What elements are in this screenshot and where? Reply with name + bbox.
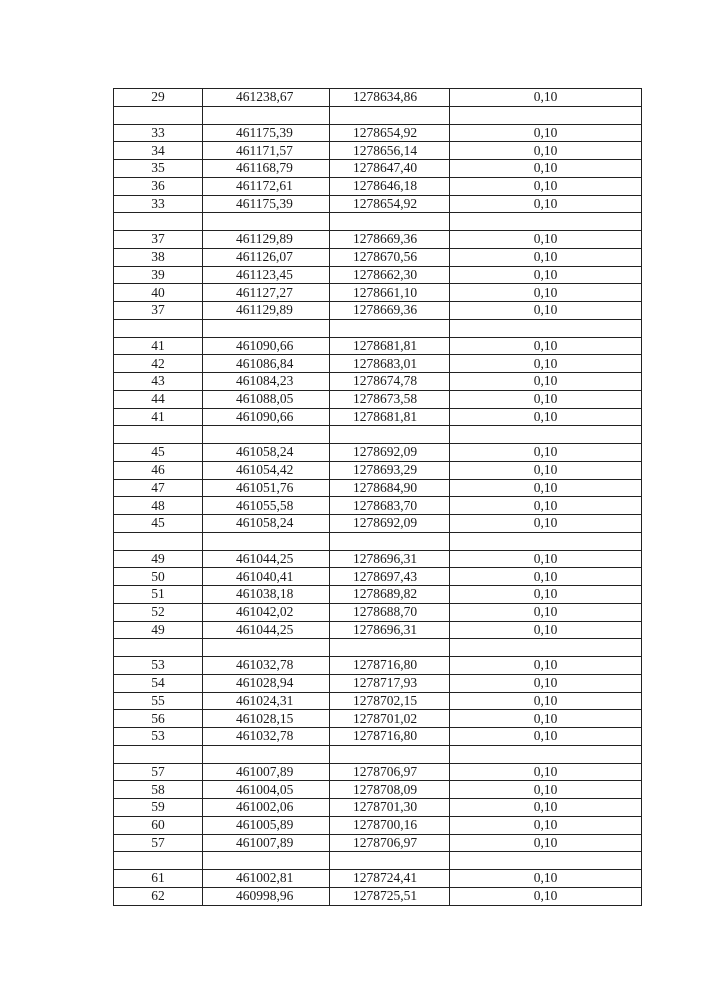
x-coordinate-cell: 461090,66 — [203, 408, 330, 426]
y-coordinate-cell: 1278670,56 — [330, 248, 450, 266]
x-coordinate-cell: 461172,61 — [203, 177, 330, 195]
y-coordinate-cell: 1278646,18 — [330, 177, 450, 195]
y-coordinate-cell: 1278700,16 — [330, 816, 450, 834]
table-row — [114, 160, 642, 178]
value-cell: 0,10 — [450, 142, 642, 160]
value-cell: 0,10 — [450, 177, 642, 195]
point-number-cell: 59 — [114, 799, 203, 817]
x-coordinate-cell: 461090,66 — [203, 337, 330, 355]
value-cell: 0,10 — [450, 621, 642, 639]
table-row — [114, 337, 642, 355]
table-row — [114, 319, 642, 337]
value-cell: 0,10 — [450, 550, 642, 568]
y-coordinate-cell: 1278701,30 — [330, 799, 450, 817]
point-number-cell: 42 — [114, 355, 203, 373]
value-cell: 0,10 — [450, 568, 642, 586]
point-number-cell: 37 — [114, 302, 203, 320]
x-coordinate-cell — [203, 852, 330, 870]
value-cell: 0,10 — [450, 89, 642, 107]
point-number-cell: 48 — [114, 497, 203, 515]
point-number-cell: 53 — [114, 728, 203, 746]
point-number-cell: 33 — [114, 124, 203, 142]
point-number-cell: 45 — [114, 444, 203, 462]
y-coordinate-cell: 1278683,01 — [330, 355, 450, 373]
table-row — [114, 532, 642, 550]
x-coordinate-cell: 461028,15 — [203, 710, 330, 728]
value-cell — [450, 745, 642, 763]
y-coordinate-cell: 1278716,80 — [330, 657, 450, 675]
table-row — [114, 124, 642, 142]
y-coordinate-cell: 1278688,70 — [330, 603, 450, 621]
x-coordinate-cell: 461002,81 — [203, 870, 330, 888]
table-row — [114, 231, 642, 249]
point-number-cell — [114, 745, 203, 763]
table-row — [114, 390, 642, 408]
point-number-cell — [114, 426, 203, 444]
y-coordinate-cell: 1278662,30 — [330, 266, 450, 284]
value-cell — [450, 426, 642, 444]
point-number-cell — [114, 106, 203, 124]
table-row — [114, 461, 642, 479]
point-number-cell: 43 — [114, 373, 203, 391]
y-coordinate-cell: 1278701,02 — [330, 710, 450, 728]
x-coordinate-cell: 461084,23 — [203, 373, 330, 391]
table-row — [114, 213, 642, 231]
value-cell: 0,10 — [450, 497, 642, 515]
value-cell: 0,10 — [450, 657, 642, 675]
x-coordinate-cell: 461129,89 — [203, 231, 330, 249]
x-coordinate-cell — [203, 213, 330, 231]
value-cell: 0,10 — [450, 444, 642, 462]
y-coordinate-cell: 1278706,97 — [330, 834, 450, 852]
table-row — [114, 834, 642, 852]
x-coordinate-cell — [203, 319, 330, 337]
table-row — [114, 355, 642, 373]
x-coordinate-cell: 461123,45 — [203, 266, 330, 284]
table-row — [114, 887, 642, 905]
point-number-cell: 52 — [114, 603, 203, 621]
y-coordinate-cell: 1278684,90 — [330, 479, 450, 497]
value-cell: 0,10 — [450, 231, 642, 249]
value-cell: 0,10 — [450, 763, 642, 781]
y-coordinate-cell: 1278647,40 — [330, 160, 450, 178]
table-row — [114, 745, 642, 763]
y-coordinate-cell: 1278693,29 — [330, 461, 450, 479]
x-coordinate-cell: 461168,79 — [203, 160, 330, 178]
table-row — [114, 248, 642, 266]
point-number-cell — [114, 639, 203, 657]
x-coordinate-cell: 461007,89 — [203, 763, 330, 781]
y-coordinate-cell: 1278716,80 — [330, 728, 450, 746]
y-coordinate-cell: 1278656,14 — [330, 142, 450, 160]
y-coordinate-cell: 1278674,78 — [330, 373, 450, 391]
value-cell: 0,10 — [450, 799, 642, 817]
x-coordinate-cell: 461002,06 — [203, 799, 330, 817]
x-coordinate-cell: 461055,58 — [203, 497, 330, 515]
point-number-cell: 49 — [114, 621, 203, 639]
y-coordinate-cell: 1278696,31 — [330, 621, 450, 639]
table-row — [114, 266, 642, 284]
y-coordinate-cell: 1278717,93 — [330, 674, 450, 692]
x-coordinate-cell: 461175,39 — [203, 124, 330, 142]
table-row — [114, 408, 642, 426]
x-coordinate-cell: 461175,39 — [203, 195, 330, 213]
value-cell — [450, 213, 642, 231]
x-coordinate-cell: 461127,27 — [203, 284, 330, 302]
x-coordinate-cell — [203, 745, 330, 763]
table-row — [114, 816, 642, 834]
value-cell: 0,10 — [450, 781, 642, 799]
table-row — [114, 870, 642, 888]
table-row — [114, 781, 642, 799]
table-row — [114, 497, 642, 515]
point-number-cell: 35 — [114, 160, 203, 178]
y-coordinate-cell — [330, 532, 450, 550]
value-cell: 0,10 — [450, 692, 642, 710]
value-cell: 0,10 — [450, 160, 642, 178]
y-coordinate-cell: 1278673,58 — [330, 390, 450, 408]
table-row — [114, 177, 642, 195]
table-row — [114, 852, 642, 870]
y-coordinate-cell: 1278725,51 — [330, 887, 450, 905]
value-cell: 0,10 — [450, 479, 642, 497]
value-cell: 0,10 — [450, 834, 642, 852]
point-number-cell: 51 — [114, 586, 203, 604]
x-coordinate-cell — [203, 106, 330, 124]
point-number-cell: 54 — [114, 674, 203, 692]
y-coordinate-cell: 1278692,09 — [330, 444, 450, 462]
table-row — [114, 195, 642, 213]
x-coordinate-cell: 461040,41 — [203, 568, 330, 586]
y-coordinate-cell: 1278661,10 — [330, 284, 450, 302]
table-row — [114, 479, 642, 497]
value-cell: 0,10 — [450, 355, 642, 373]
point-number-cell: 36 — [114, 177, 203, 195]
value-cell: 0,10 — [450, 710, 642, 728]
x-coordinate-cell: 461032,78 — [203, 657, 330, 675]
value-cell: 0,10 — [450, 124, 642, 142]
point-number-cell: 47 — [114, 479, 203, 497]
x-coordinate-cell — [203, 426, 330, 444]
point-number-cell: 57 — [114, 763, 203, 781]
coordinates-table — [113, 88, 642, 906]
y-coordinate-cell: 1278654,92 — [330, 195, 450, 213]
table-row — [114, 603, 642, 621]
table-row — [114, 568, 642, 586]
x-coordinate-cell: 461129,89 — [203, 302, 330, 320]
table-row — [114, 142, 642, 160]
point-number-cell: 58 — [114, 781, 203, 799]
y-coordinate-cell — [330, 852, 450, 870]
point-number-cell: 49 — [114, 550, 203, 568]
table-row — [114, 302, 642, 320]
x-coordinate-cell: 461126,07 — [203, 248, 330, 266]
point-number-cell: 38 — [114, 248, 203, 266]
value-cell — [450, 106, 642, 124]
table-row — [114, 763, 642, 781]
value-cell: 0,10 — [450, 603, 642, 621]
x-coordinate-cell — [203, 639, 330, 657]
table-row — [114, 710, 642, 728]
table-row — [114, 444, 642, 462]
x-coordinate-cell: 461051,76 — [203, 479, 330, 497]
x-coordinate-cell — [203, 532, 330, 550]
y-coordinate-cell: 1278634,86 — [330, 89, 450, 107]
point-number-cell: 40 — [114, 284, 203, 302]
table-row — [114, 373, 642, 391]
value-cell: 0,10 — [450, 373, 642, 391]
point-number-cell — [114, 852, 203, 870]
point-number-cell: 62 — [114, 887, 203, 905]
x-coordinate-cell: 461042,02 — [203, 603, 330, 621]
y-coordinate-cell: 1278654,92 — [330, 124, 450, 142]
point-number-cell: 39 — [114, 266, 203, 284]
point-number-cell: 29 — [114, 89, 203, 107]
y-coordinate-cell: 1278669,36 — [330, 231, 450, 249]
y-coordinate-cell: 1278683,70 — [330, 497, 450, 515]
table-row — [114, 799, 642, 817]
value-cell: 0,10 — [450, 461, 642, 479]
y-coordinate-cell — [330, 745, 450, 763]
table-row — [114, 657, 642, 675]
value-cell — [450, 852, 642, 870]
value-cell — [450, 319, 642, 337]
value-cell: 0,10 — [450, 266, 642, 284]
x-coordinate-cell: 461038,18 — [203, 586, 330, 604]
value-cell: 0,10 — [450, 728, 642, 746]
table-row — [114, 586, 642, 604]
point-number-cell: 46 — [114, 461, 203, 479]
x-coordinate-cell: 461058,24 — [203, 444, 330, 462]
y-coordinate-cell — [330, 639, 450, 657]
point-number-cell: 61 — [114, 870, 203, 888]
value-cell: 0,10 — [450, 248, 642, 266]
point-number-cell: 60 — [114, 816, 203, 834]
value-cell: 0,10 — [450, 284, 642, 302]
table-row — [114, 106, 642, 124]
y-coordinate-cell: 1278702,15 — [330, 692, 450, 710]
x-coordinate-cell: 461005,89 — [203, 816, 330, 834]
x-coordinate-cell: 461086,84 — [203, 355, 330, 373]
value-cell: 0,10 — [450, 390, 642, 408]
y-coordinate-cell: 1278706,97 — [330, 763, 450, 781]
point-number-cell: 41 — [114, 408, 203, 426]
y-coordinate-cell: 1278692,09 — [330, 515, 450, 533]
point-number-cell: 37 — [114, 231, 203, 249]
y-coordinate-cell: 1278681,81 — [330, 337, 450, 355]
point-number-cell: 34 — [114, 142, 203, 160]
point-number-cell: 33 — [114, 195, 203, 213]
x-coordinate-cell: 461028,94 — [203, 674, 330, 692]
value-cell: 0,10 — [450, 195, 642, 213]
point-number-cell: 45 — [114, 515, 203, 533]
table-row — [114, 550, 642, 568]
table-row — [114, 515, 642, 533]
table-row — [114, 692, 642, 710]
y-coordinate-cell — [330, 426, 450, 444]
value-cell: 0,10 — [450, 586, 642, 604]
table-row — [114, 639, 642, 657]
point-number-cell: 41 — [114, 337, 203, 355]
table-row — [114, 426, 642, 444]
y-coordinate-cell — [330, 319, 450, 337]
x-coordinate-cell: 461088,05 — [203, 390, 330, 408]
x-coordinate-cell: 461044,25 — [203, 621, 330, 639]
x-coordinate-cell: 461171,57 — [203, 142, 330, 160]
y-coordinate-cell: 1278696,31 — [330, 550, 450, 568]
y-coordinate-cell: 1278697,43 — [330, 568, 450, 586]
table-row — [114, 674, 642, 692]
x-coordinate-cell: 461238,67 — [203, 89, 330, 107]
value-cell — [450, 532, 642, 550]
table-row — [114, 89, 642, 107]
value-cell: 0,10 — [450, 302, 642, 320]
value-cell: 0,10 — [450, 674, 642, 692]
value-cell: 0,10 — [450, 816, 642, 834]
y-coordinate-cell — [330, 106, 450, 124]
point-number-cell — [114, 213, 203, 231]
table-row — [114, 284, 642, 302]
y-coordinate-cell: 1278689,82 — [330, 586, 450, 604]
point-number-cell — [114, 319, 203, 337]
value-cell — [450, 639, 642, 657]
x-coordinate-cell: 460998,96 — [203, 887, 330, 905]
x-coordinate-cell: 461004,05 — [203, 781, 330, 799]
x-coordinate-cell: 461054,42 — [203, 461, 330, 479]
table-row — [114, 728, 642, 746]
value-cell: 0,10 — [450, 408, 642, 426]
point-number-cell: 53 — [114, 657, 203, 675]
x-coordinate-cell: 461058,24 — [203, 515, 330, 533]
y-coordinate-cell: 1278681,81 — [330, 408, 450, 426]
value-cell: 0,10 — [450, 870, 642, 888]
x-coordinate-cell: 461007,89 — [203, 834, 330, 852]
point-number-cell: 57 — [114, 834, 203, 852]
value-cell: 0,10 — [450, 887, 642, 905]
x-coordinate-cell: 461024,31 — [203, 692, 330, 710]
point-number-cell: 55 — [114, 692, 203, 710]
y-coordinate-cell — [330, 213, 450, 231]
point-number-cell — [114, 532, 203, 550]
point-number-cell: 44 — [114, 390, 203, 408]
table-row — [114, 621, 642, 639]
y-coordinate-cell: 1278708,09 — [330, 781, 450, 799]
y-coordinate-cell: 1278724,41 — [330, 870, 450, 888]
x-coordinate-cell: 461044,25 — [203, 550, 330, 568]
coordinates-table-body — [114, 89, 642, 906]
value-cell: 0,10 — [450, 337, 642, 355]
value-cell: 0,10 — [450, 515, 642, 533]
point-number-cell: 56 — [114, 710, 203, 728]
point-number-cell: 50 — [114, 568, 203, 586]
y-coordinate-cell: 1278669,36 — [330, 302, 450, 320]
x-coordinate-cell: 461032,78 — [203, 728, 330, 746]
